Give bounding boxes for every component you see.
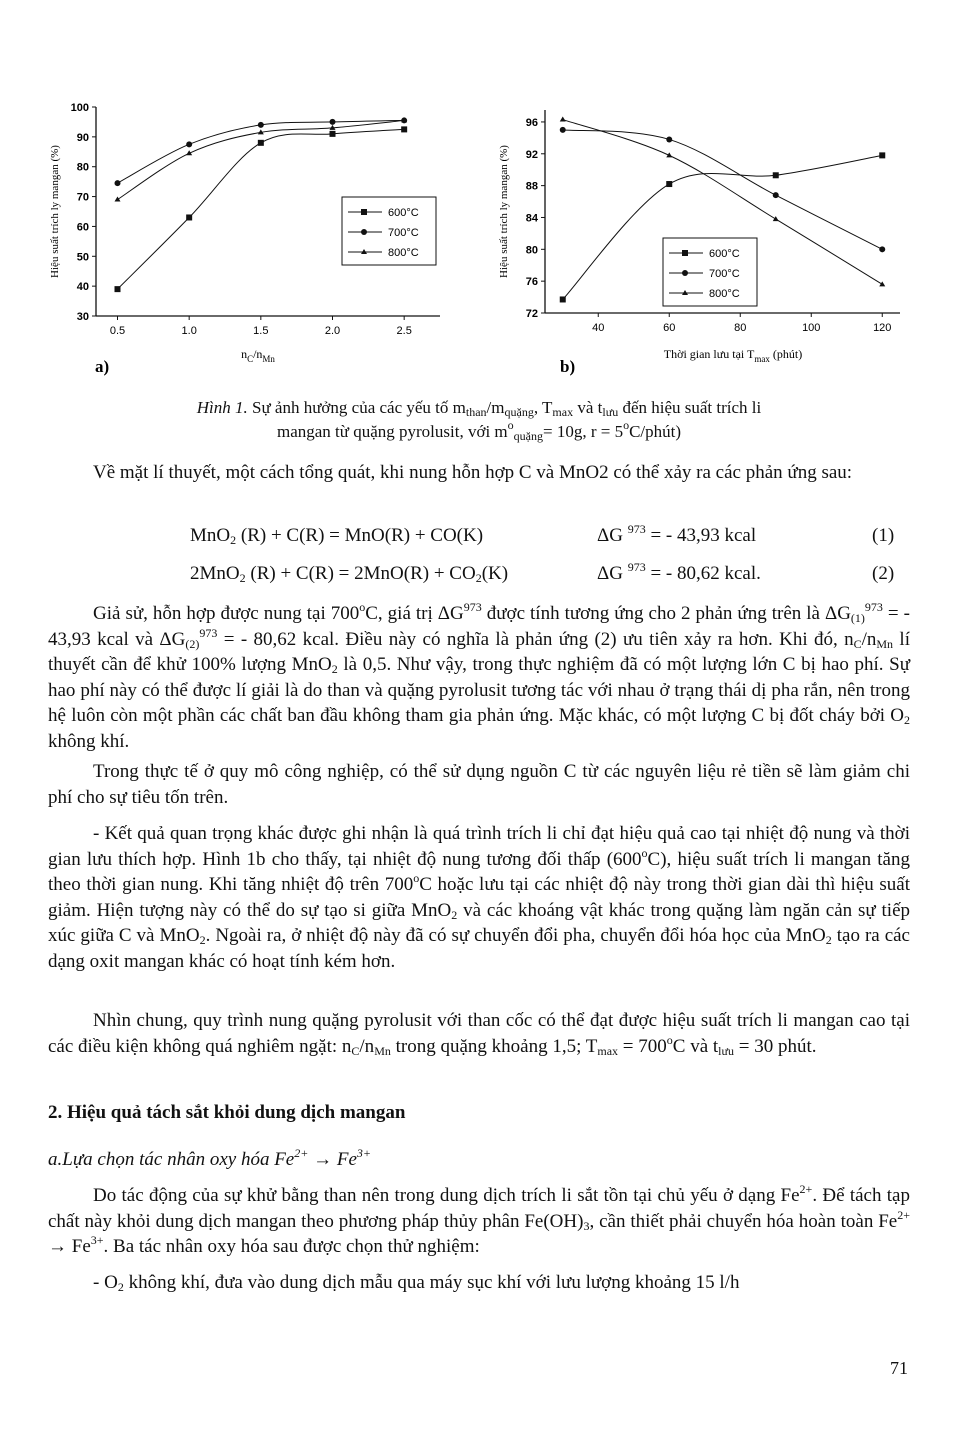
x-axis-label: [664, 347, 802, 364]
subscript: (2): [185, 636, 200, 651]
data-point: [186, 141, 192, 147]
subscript: Mn: [374, 1043, 391, 1058]
x-tick-label: 80: [734, 322, 747, 334]
text-run: Do tác động của sự khử bằng than nên trong dung dịch trích li sắt tồn tại chủ yếu ở dạng Fe: [93, 1185, 800, 1206]
subscript: quặng: [513, 429, 543, 443]
data-point: [666, 136, 672, 142]
subscript: 2: [117, 1280, 124, 1294]
series-line-700c: [563, 130, 883, 249]
data-point: [773, 172, 779, 178]
data-point: [115, 197, 121, 202]
text-run: /n: [861, 628, 877, 650]
y-tick-label: 30: [76, 311, 89, 323]
superscript: 973: [627, 560, 646, 574]
data-point: [879, 281, 885, 286]
equation-2-reaction: [190, 563, 508, 585]
subscript: max: [597, 1043, 619, 1058]
y-tick-label: 84: [525, 212, 538, 225]
paragraph-iron: [48, 1183, 910, 1260]
text-run: /m: [486, 398, 505, 417]
superscript: 973: [627, 522, 646, 536]
data-point: [186, 214, 192, 220]
legend-marker: [682, 270, 688, 276]
y-tick-label: 40: [76, 281, 89, 294]
superscript: o: [507, 418, 514, 432]
superscript: 2+: [799, 1182, 813, 1196]
data-point: [560, 127, 566, 133]
text-run: = 10g, r = 5: [542, 422, 624, 441]
text-run: không khí, đưa vào dung dịch mẫu qua máy sục khí với lưu lượng khoảng 15 l/h: [123, 1272, 740, 1293]
subscript: 2: [825, 933, 832, 948]
subscript: max: [552, 405, 574, 419]
data-point: [115, 180, 121, 186]
data-point: [115, 286, 121, 292]
y-tick-label: 96: [525, 116, 538, 129]
text-run: 2. Hiệu quả tách sắt khỏi dung dịch mangan: [48, 1102, 406, 1123]
text-run: a.Lựa chọn tác nhân oxy hóa Fe: [48, 1149, 295, 1170]
legend-label: 700°C: [709, 268, 740, 280]
text-run: ΔG: [597, 563, 628, 584]
subscript: 2: [199, 933, 206, 948]
y-tick-label: 100: [70, 102, 89, 114]
text-run: = - 43,93 kcal và ΔG: [48, 603, 910, 650]
text-run: , T: [533, 398, 553, 417]
text-run: . Ngoài ra, ở nhiệt độ này đã có sự chuyển đổi pha, chuyển đổi hóa học của MnO: [205, 925, 826, 947]
panel-label: b): [560, 357, 576, 376]
chart-a-extraction-vs-ratio: [0, 90, 490, 390]
data-point: [773, 192, 779, 198]
subscript: 2: [331, 662, 338, 677]
subscript: Mn: [876, 636, 894, 651]
x-tick-label: 100: [802, 322, 821, 334]
y-tick-label: 80: [76, 161, 89, 174]
paragraph-industrial: [48, 759, 910, 810]
legend-marker: [361, 229, 367, 235]
y-axis-label: Hiệu suất trích ly mangan (%): [49, 145, 61, 278]
text-run: (R) + C(R) = 2MnO(R) + CO: [245, 563, 476, 584]
y-tick-label: 70: [76, 191, 89, 204]
chart-b-extraction-vs-time: [490, 90, 979, 390]
y-tick-label: 88: [525, 180, 538, 193]
text-run: = - 80,62 kcal.: [645, 563, 761, 584]
paragraph-gibbs-analysis: [48, 601, 910, 755]
text-run: Hình 1.: [196, 398, 248, 417]
page-number: 71: [890, 1358, 908, 1378]
superscript: o: [623, 418, 630, 432]
text-run: . Ba tác nhân oxy hóa sau được chọn thử nghiệm:: [103, 1236, 480, 1258]
text-run: ΔG: [597, 525, 628, 546]
paragraph-conclusion: [48, 1008, 910, 1059]
text-run: C, giá trị ΔG: [365, 603, 464, 624]
x-tick-label: 40: [592, 322, 605, 334]
legend-marker: [361, 209, 367, 215]
x-axis-label-part: Mn: [262, 354, 275, 364]
subscript: C: [351, 1043, 360, 1058]
subscript: 2: [230, 533, 237, 547]
data-point: [330, 119, 336, 125]
text-run: = - 43,93 kcal: [645, 525, 757, 546]
x-axis-label-part: max: [754, 354, 770, 364]
subscript: lưu: [718, 1043, 734, 1058]
x-axis-label: [241, 347, 275, 364]
x-tick-label: 2.0: [324, 325, 341, 337]
data-point: [666, 181, 672, 187]
x-axis-label-part: C: [247, 354, 254, 364]
data-point: [560, 117, 566, 122]
data-point: [773, 216, 779, 221]
subscript: 2: [239, 571, 246, 585]
caption-line-2: [48, 420, 910, 444]
x-tick-label: 60: [663, 322, 676, 334]
text-run: lí thuyết cần để khử 100% lượng MnO: [48, 628, 910, 676]
paragraph-theory: [48, 460, 910, 486]
legend-marker: [682, 250, 688, 256]
text-run: /n: [359, 1035, 375, 1057]
text-run: = - 80,62 kcal. Điều này có nghĩa là phản ứng (2) ưu tiên xảy ra hơn. Khi đó, n: [217, 628, 854, 650]
text-run: C và t: [672, 1035, 719, 1057]
x-axis-label-part: Thời gian lưu tại T: [663, 347, 755, 361]
equation-2-gibbs: [597, 560, 761, 585]
text-run: = 700: [618, 1035, 667, 1057]
subscript: 2: [475, 571, 482, 585]
data-point: [258, 140, 264, 146]
equation-2-number: [872, 563, 894, 585]
data-point: [401, 126, 407, 132]
text-run: Nhìn chung, quy trình nung quặng pyrolusit với than cốc có thể đạt được hiệu suất trích li mangan cao tại các điều kiện không quá nghiêm ngặt: n: [48, 1010, 910, 1057]
data-point: [879, 152, 885, 158]
x-tick-label: 120: [873, 322, 892, 334]
equation-1-number: [872, 525, 894, 547]
y-tick-label: 80: [525, 244, 538, 257]
text-run: → Fe: [308, 1149, 357, 1170]
superscript: o: [666, 1032, 673, 1047]
text-run: Về mặt lí thuyết, một cách tổng quát, khi nung hỗn hợp C và MnO2 có thể xảy ra các phản ứng sau:: [93, 462, 853, 483]
x-tick-label: 0.5: [109, 325, 126, 337]
y-tick-label: 50: [76, 251, 89, 264]
text-run: Trong thực tế ở quy mô công nghiệp, có thể sử dụng nguồn C từ các nguyên liệu rẻ tiền sẽ làm giảm chi phí cho sự tiêu tốn trên.: [48, 761, 910, 808]
superscript: 3+: [90, 1233, 104, 1248]
data-point: [258, 122, 264, 128]
subscript: 2: [904, 713, 910, 728]
y-tick-label: 92: [525, 148, 538, 161]
text-run: C/phút): [629, 422, 682, 441]
text-run: không khí.: [48, 730, 130, 752]
equation-1-reaction: [190, 525, 483, 547]
text-run: MnO: [190, 525, 231, 546]
text-run: (1): [872, 525, 895, 546]
superscript: 2+: [294, 1146, 309, 1160]
legend-label: 800°C: [388, 247, 419, 259]
text-run: . Để tách tạp chất này khỏi dung dịch mangan theo phương pháp thủy phân Fe(OH): [48, 1185, 910, 1232]
text-run: , cần thiết phải chuyển hóa hoàn toàn Fe: [589, 1210, 898, 1232]
text-run: (2): [872, 563, 895, 584]
text-run: là 0,5. Như vậy, trong thực nghiệm đã có một lượng lớn C bị hao phí. Sự hao phí này có thể được lí giải là do than và quặng pyrolusit tương tác với nhau ở trạng thái dị pha rắn, nên trong hệ luôn còn một phần các chất ban đầu không tham gia phản ứng. Mặc khác, có một lượng C bị đốt cháy bởi O: [48, 654, 910, 727]
x-tick-label: 2.5: [396, 325, 412, 337]
data-point: [560, 296, 566, 302]
data-point: [879, 246, 885, 252]
x-axis-label-part: n: [241, 347, 248, 361]
text-run: - Kết quả quan trọng khác được ghi nhận là quá trình trích li chỉ đạt hiệu quả cao tại nhiệt độ nung và thời gian lưu thích hợp. Hình 1b cho thấy, tại nhiệt độ nung tương đối thấp (600: [48, 823, 910, 870]
text-run: (K): [481, 563, 509, 584]
caption-line-1: [48, 396, 910, 420]
superscript: 973: [199, 625, 218, 640]
subscript: C: [853, 636, 862, 651]
y-tick-label: 76: [525, 276, 538, 289]
text-run: = 30 phút.: [734, 1035, 817, 1057]
superscript: 2+: [897, 1207, 911, 1222]
superscript: 3+: [356, 1146, 371, 1160]
text-run: trong quặng khoảng 1,5; T: [390, 1035, 598, 1057]
data-point: [330, 131, 336, 137]
figure-caption: [48, 396, 910, 444]
y-tick-label: 60: [76, 221, 89, 234]
x-axis-label-part: /n: [253, 347, 263, 361]
text-run: mangan từ quặng pyrolusit, với m: [276, 422, 508, 441]
equation-1-gibbs: [597, 522, 757, 547]
subscript: (1): [850, 611, 865, 625]
text-run: (R) + C(R) = MnO(R) + CO(K): [236, 525, 484, 546]
text-run: Giả sử, hỗn hợp được nung tại 700: [93, 603, 360, 624]
text-run: và t: [573, 398, 603, 417]
y-axis-label: Hiệu suất trích ly mangan (%): [498, 145, 510, 278]
subscript: 2: [451, 907, 458, 922]
legend-label: 800°C: [709, 288, 740, 300]
x-tick-label: 1.0: [181, 325, 197, 337]
subscript: than: [465, 405, 487, 419]
text-run: đến hiệu suất trích li: [618, 398, 762, 417]
paragraph-oxygen-item: [48, 1270, 910, 1296]
legend-label: 600°C: [388, 207, 419, 219]
superscript: o: [359, 600, 366, 614]
section-heading: [48, 1100, 910, 1126]
superscript: o: [413, 871, 420, 886]
text-run: Sự ảnh hưởng của các yếu tố m: [247, 398, 466, 417]
subsection-heading: [48, 1147, 910, 1173]
superscript: 973: [463, 600, 482, 614]
text-run: tạo ra các dạng oxit mangan khác có hoạt tính kém hơn.: [48, 925, 910, 972]
text-run: được tính tương ứng cho 2 phản ứng trên là ΔG: [481, 603, 851, 624]
legend-label: 600°C: [709, 248, 740, 260]
subscript: lưu: [602, 405, 619, 419]
text-run: - O: [93, 1272, 118, 1293]
text-run: và các khoáng vật khác trong quặng làm ngăn cản sự tiếp xúc giữa C và MnO: [48, 899, 911, 947]
x-axis-label-part: (phút): [769, 347, 803, 361]
text-run: C hoặc lưu tại các nhiệt độ này trong thời gian dài thì hiệu suất giảm. Hiện tượng này có thể do sự tạo si giữa MnO: [48, 874, 910, 921]
panel-label: a): [95, 357, 110, 376]
x-tick-label: 1.5: [253, 325, 269, 337]
superscript: 973: [864, 600, 883, 614]
subscript: 3: [583, 1218, 590, 1233]
text-run: 2MnO: [190, 563, 240, 584]
superscript: o: [641, 845, 648, 860]
text-run: C), hiệu suất trích li mangan tăng theo thời gian nung. Khi tăng nhiệt độ trên 700: [48, 848, 910, 896]
y-tick-label: 72: [525, 308, 538, 320]
legend-label: 700°C: [388, 227, 419, 239]
paragraph-results: [48, 821, 910, 975]
text-run: → Fe: [48, 1236, 91, 1258]
y-tick-label: 90: [76, 131, 89, 144]
subscript: quặng: [504, 405, 534, 419]
